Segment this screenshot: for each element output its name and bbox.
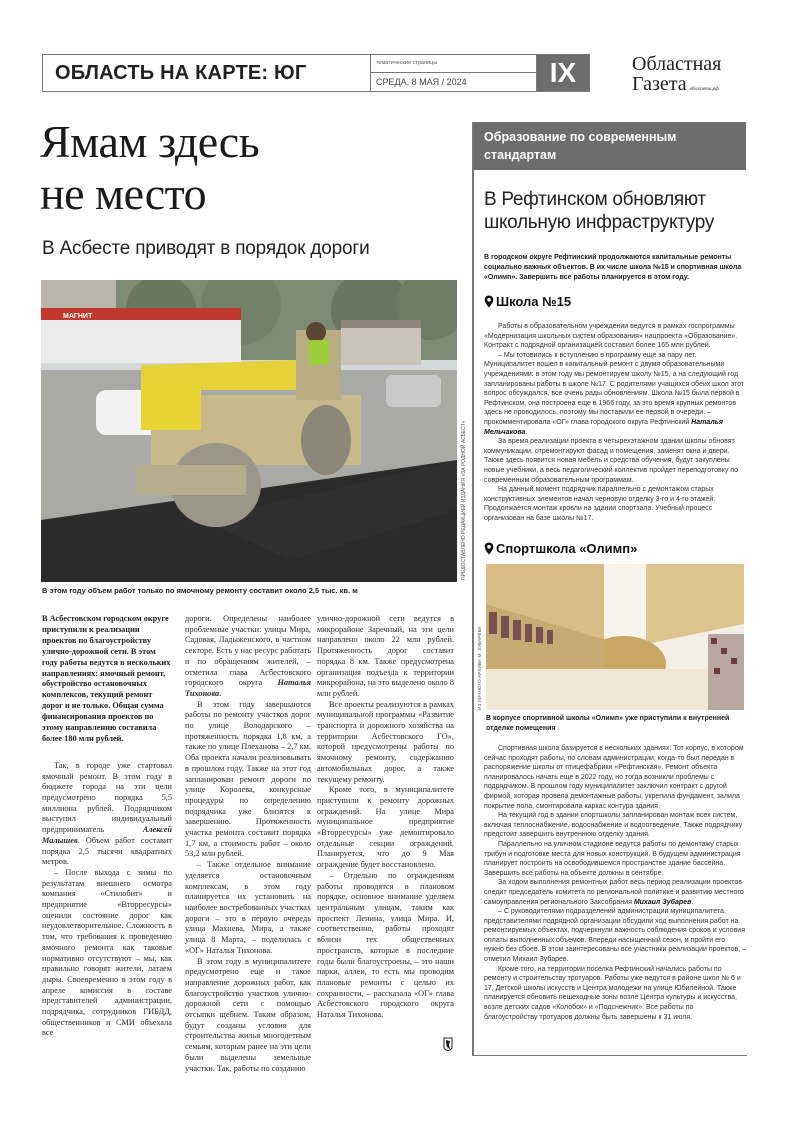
issue-date: СРЕДА, 8 МАЯ / 2024 xyxy=(376,77,467,87)
paragraph: За время реализации проекта в четырехэтажном здании школы обновят коммуникации, отремонтируют фасад и помещения, заменят окна и двери. Также здесь появится новая мебель и средства обучения, будут закуплены новые учебники, а весь педагогический коллектив пройдет переподготовку по современным образовательным программам. xyxy=(484,438,739,484)
road-roller-illustration xyxy=(41,280,457,582)
main-headline xyxy=(40,116,259,220)
subheading-text: Спортшкола «Олимп» xyxy=(496,541,638,556)
logo-line1: Областная xyxy=(632,53,722,75)
article-column-1 xyxy=(42,614,172,1039)
paragraph: На данный момент подрядчик параллельно с демонтажом старых конструктивных элементов начал черновую отделку 3-го и 4-го этажей. Продолжается монтаж кровли на здании спортзала. Учебный процесс организован на базе школы №17. xyxy=(484,486,716,522)
svg-text:МАГНИТ: МАГНИТ xyxy=(63,313,93,320)
paragraph: – Также отдельное внимание уделяется остановочным комплексам, в этом году планируется их установить на наиболее востребованных участках дороги – это в первую очередь улица Махнева, Мира, а также улица 8 Марта, – поделилась с «ОГ» Наталья Тихонова. xyxy=(185,860,311,955)
coat-of-arms-icon xyxy=(442,1036,454,1054)
subheading-school-15 xyxy=(484,294,571,309)
paragraph: В этом году завершаются работы по ремонту участков дорог по улице Володарского – протяженность порядка 1,8 км, а также по улице Плеханова – 2,7 км. Оба проекта начали реализовывать в прошлом году. Также на этот год запланирован ремонт дороги по улице Королева, конкурсные процедуры по определению подрядчика уже близятся к завершению. Протяженность участка ремонта составит порядка 1,7 км, а стоимость работ – около 53,2 млн рублей. xyxy=(185,699,311,859)
logo-domain: облгазета.рф xyxy=(689,87,719,92)
paragraph: На текущий год в здании спортшколы запланирован монтаж всех систем, включая теплоснабжение, водоснабжение и водоотведение. Также подрядчику предстоит завершить внутреннюю отделку здания. xyxy=(484,812,743,839)
pages-label: тематические страницы xyxy=(371,55,536,73)
header-meta xyxy=(371,55,537,91)
headline-line2: не место xyxy=(40,168,207,219)
paragraph: Все проекты реализуются в рамках муниципальной программы «Развитие транспорта и дорожного хозяйства на территории Асбестовского ГО», которой предусмотрены работы по ямочному ремонту, содержанию автомобильных дорог, а также текущему ремонту. xyxy=(317,699,454,784)
paragraph: Так, в городе уже стартовал ямочный ремонт. В этом году в бюджете города на эти цели предусмотрено порядка 5,5 миллиона рублей. Подрядчиком выступил индивидуальный предприниматель Алексей Малышев. Объем работ составит порядка 2,5 тысячи квадратных метров. xyxy=(42,760,172,867)
paragraph: – С руководителями подразделений администрации муниципалитета, представителями подрядной организации обсудили ход выполнения работ на ремонтируемых объектах, подчеркнули важность соблюдения сроков и условия оплаты выполненных объемов. Впереди насыщенный сезон, и пройти его нужно без сбоев. В этом заинтересованы все участники реализации проектов, – отметил Михаил Зубарев. xyxy=(484,908,747,964)
person-name: Наталья Тихонова xyxy=(185,678,311,698)
photo-credit-2 xyxy=(476,560,484,710)
location-pin-icon xyxy=(484,295,494,308)
road-roller-photo xyxy=(41,280,457,582)
photo-credit-1-text: ПРЕДОСТАВЛЕНО РЕДАКЦИЕЙ ИЗДАНИЯ «ЗА РОДНОЙ АСБЕСТ» xyxy=(461,420,467,580)
paragraph: – После выхода с зимы по результатам внешнего осмотра компания «Стилобит» и предприятие «Вторресурсы» оценили состояние дорог как неудовлетворительное. Сложность в том, что требования к проведению ямочного ремонта как таковые нормативно отсутствуют – мы, как правильно говорят жители, латаем дыры. Своевременно в этом году в апреле комиссия в составе представителей администрации, подрядчика, сотрудников ГИБДД, общественников и СМИ объехала все xyxy=(42,867,172,1038)
photo-credit-1 xyxy=(459,420,469,580)
paragraph: дороги. Определены наиболее проблемные участки: улицы Мира, Садовая, Ладыженского, в частном секторе. Есть у нас ресурс работать и по обращениям жителей, – отметила глава Асбестовского городского округа Наталья Тихонова. xyxy=(185,614,311,698)
paragraph: Кроме того, на территории поселка Рефтинский начались работы по ремонту и строительству тротуаров. Работы уже ведутся в районе школ № 6 и 17, Детской школы искусств и Центра молодежи на улице Юбилейной. Также планируется обновить пешеходные зоны возле Центра культуры и искусства, возле детских садов «Колобок» и «Подснежник». Все работы по благоустройству тротуаров должны быть завершены к 31 июля. xyxy=(484,965,741,1021)
photo-caption-1: В этом году объем работ только по ямочному ремонту составит около 2,5 тыс. кв. м xyxy=(42,586,358,595)
photo-caption-2: В корпусе спортивной школы «Олимп» уже приступили к внутренней отделке помещения xyxy=(486,715,730,732)
sports-hall-photo xyxy=(486,564,744,710)
section-header xyxy=(42,54,590,92)
article-column-2 xyxy=(185,614,311,1074)
article-column-3 xyxy=(317,614,454,1021)
subheading-olimp xyxy=(484,541,637,556)
subheading-text: Школа №15 xyxy=(496,294,572,309)
person-name: Алексей Малышев xyxy=(42,825,172,845)
logo-line2: Газета xyxy=(632,73,687,95)
paragraph: В этом году в муниципалитете предусмотрено еще и такое направление дорожных работ, как благоустройство участков улично-дорожной сети с помощью отсыпки щебнем. Таким образом, будут созданы условия для строительства жилья многодетным семьям, которым ранее на эти цели были выделены земельные участки. Так, работы по созданию xyxy=(185,956,311,1073)
paragraph: За ходом выполнения ремонтных работ весь период реализации проектов следит председатель комитета по региональной политике и развитию местного самоуправления регионального Заксобрания Михаил Зубарев. xyxy=(484,879,744,906)
person-name: Наталья Мельчакова xyxy=(484,418,723,436)
location-pin-icon xyxy=(484,542,494,555)
paragraph: Кроме того, в муниципалитете приступили к ремонту дорожных ограждений. На улице Мира муниципальное предприятие «Вторресурсы» уже демонтировало отдельные секции ограждений. Планируется, что до 9 Мая ограждение будет восстановлено. xyxy=(317,785,454,870)
sports-hall-illustration xyxy=(486,564,744,710)
person-name: Михаил Зубарев xyxy=(633,898,692,906)
paragraph: – Мы готовились к вступлению в программу еще за пару лет. Муниципалитет вошел в капитальный ремонт с двумя образовательными учреждениями: в этом году мы ремонтируем школу №15, а на следующий год запланированы работы в школе №17. С родителями учащихся обеих школ этот вопрос обсуждался, все очень рады обновлениям. Школа №15 была первой в Рефтинском, она построена еще в 1966 году, за это время крупных ремонтов здесь не проводилось, поэтому мы поставили ее первой в очереди. – прокомментировала «ОГ» глава городского округа Рефтинский Наталья Мельчакова. xyxy=(484,351,745,436)
photo-credit-2-text: ИЗ ЛИЧНОГО АРХИВА М. ЗУБАРЕВА xyxy=(478,626,483,710)
paragraph: улично-дорожной сети ведутся в микрорайоне Заречный, на эти цели направлено около 22 млн рублей. Протяженность дорог составит порядка 8 км. Также предусмотрена организация подъезда к территории микрорайона, на это выделено около 8 млн рублей. xyxy=(317,614,454,698)
side-lead: В городском округе Рефтинский продолжаются капитальные ремонты социально важных объектов. В их числе школа №15 и спортивная школа «Олимп». Завершить все работы планируется в этом году. xyxy=(484,254,742,281)
newspaper-logo xyxy=(632,54,721,100)
school-15-text xyxy=(484,322,746,523)
paragraph: – Отдельно по ограждениям работы проводятся в плановом порядке, основное внимание уделяем центральным улицам, таким как проспект Ленина, улица Мира. И, соответственно, работы проходят вблизи тех общественных пространств, которые в последние годы были благоустроены, – это наши парки, аллеи, то есть мы проводим плановые ремонты с целью их сохранности, – рассказала «ОГ» глава Асбестовского городского округа Наталья Тихонова. xyxy=(317,870,454,1020)
headline-line1: Ямам здесь xyxy=(40,116,260,167)
paragraph: Спортивная школа базируется в нескольких зданиях. Тот корпус, в котором сейчас проходят работы, по словам администрации, когда-то был передан в распоряжение школы от птицефабрики «Рефтинская». Ремонт объекта планировалось начать еще в 2022 году, но тогда возникли проблемы с подрядчиком. В прошлом году муниципалитет заключил контракт с другой фирмой, которая провела демонтажные работы, укрепила фундамент, залила покрытие пола, смонтировала каркас контура здания. xyxy=(484,745,744,810)
side-title-line1: В Рефтинском обновляют xyxy=(484,189,706,210)
section-title: ОБЛАСТЬ НА КАРТЕ: ЮГ xyxy=(43,55,371,91)
side-title xyxy=(484,188,714,234)
article-lead: В Асбестовском городском округе приступили к реализации проектов по благоустройству улично-дорожной сети. В этом году работы ведутся в нескольких направлениях: ямочный ремонт, обустройство остановочных комплексов, текущий ремонт дорог и не только. Общая сумма финансирования проектов по этому направлению составила более 180 млн рублей. xyxy=(42,614,171,743)
paragraph: Работы в образовательном учреждении ведутся в рамках госпрограммы «Модернизация школьных систем образования» нацпроекта «Образование». Контракт с подрядной организацией составил более 165 млн рублей. xyxy=(484,323,738,350)
main-subhead: В Асбесте приводят в порядок дороги xyxy=(42,238,370,259)
page-number: IX xyxy=(537,55,589,91)
paragraph: Параллельно на уличном стадионе ведутся работы по демонтажу старых трибун и подготовке места для новых конструкций. В будущем администрация планирует построить на освободившемся пространстве здание бассейна. Завершить все работы на объекте должны в сентябре. xyxy=(484,840,741,877)
side-rubric: Образование по современным стандартам xyxy=(474,122,746,170)
olimp-text xyxy=(484,744,746,1022)
side-title-line2: школьную инфраструктуру xyxy=(484,212,715,233)
